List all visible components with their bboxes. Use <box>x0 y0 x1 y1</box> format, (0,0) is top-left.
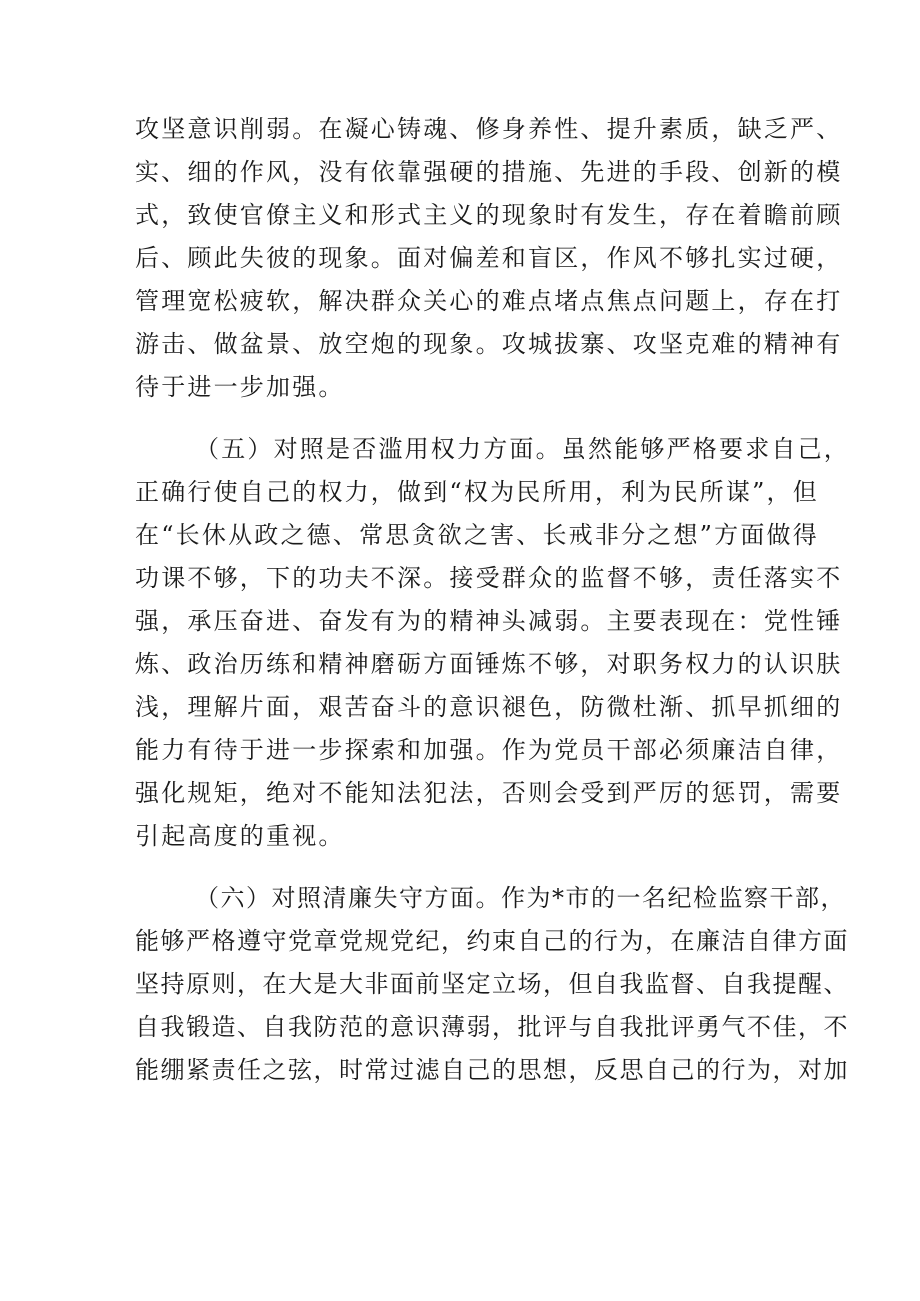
text-line: 攻坚意识削弱。在凝心铸魂、修身养性、提升素质，缺乏严、 <box>135 115 843 143</box>
text-line: 实、细的作风，没有依靠强硬的措施、先进的手段、创新的模 <box>135 158 843 186</box>
paragraph-section-5 <box>135 428 850 858</box>
text-line: 后、顾此失彼的现象。面对偏差和盲区，作风不够扎实过硬， <box>135 244 843 272</box>
text-line: 强，承压奋进、奋发有为的精神头减弱。主要表现在：党性锤 <box>135 607 843 635</box>
paragraph-gap <box>135 858 795 877</box>
text-line: 强化规矩，绝对不能知法犯法，否则会受到严厉的惩罚，需要 <box>135 779 843 807</box>
text-line: 功课不够，下的功夫不深。接受群众的监督不够，责任落实不 <box>135 564 843 592</box>
text-line: 自我锻造、自我防范的意识薄弱，批评与自我批评勇气不佳，不 <box>135 1013 849 1041</box>
paragraph-gap <box>135 409 795 428</box>
text-line: 炼、政治历练和精神磨砺方面锤炼不够，对职务权力的认识肤 <box>135 650 843 678</box>
text-line: 能够严格遵守党章党规党纪，约束自己的行为，在廉洁自律方面 <box>135 927 849 955</box>
text-line: （六）对照清廉失守方面。作为*市的一名纪检监察干部， <box>195 884 846 912</box>
text-line: 管理宽松疲软，解决群众关心的难点堵点焦点问题上，存在打 <box>135 287 843 315</box>
text-line: 待于进一步加强。 <box>135 373 345 401</box>
text-line: 式，致使官僚主义和形式主义的现象时有发生，存在着瞻前顾 <box>135 201 843 229</box>
text-line: 引起高度的重视。 <box>135 822 345 850</box>
document-body <box>135 108 850 1092</box>
text-line: 浅，理解片面，艰苦奋斗的意识褪色，防微杜渐、抓早抓细的 <box>135 693 843 721</box>
text-line: 正确行使自己的权力，做到“权为民所用，利为民所谋”，但 <box>135 478 819 506</box>
text-line: 能力有待于进一步探索和加强。作为党员干部必须廉洁自律， <box>135 736 843 764</box>
text-line: （五）对照是否滥用权力方面。虽然能够严格要求自己， <box>195 435 850 463</box>
paragraph-section-6 <box>135 877 849 1092</box>
text-line: 在“长休从政之德、常思贪欲之害、长戒非分之想”方面做得 <box>135 521 819 549</box>
text-line: 坚持原则，在大是大非面前坚定立场，但自我监督、自我提醒、 <box>135 970 849 998</box>
text-line: 能绷紧责任之弦，时常过滤自己的思想，反思自己的行为，对加 <box>135 1056 849 1084</box>
text-line: 游击、做盆景、放空炮的现象。攻城拔寨、攻坚克难的精神有 <box>135 330 843 358</box>
paragraph-continuation <box>135 108 843 409</box>
